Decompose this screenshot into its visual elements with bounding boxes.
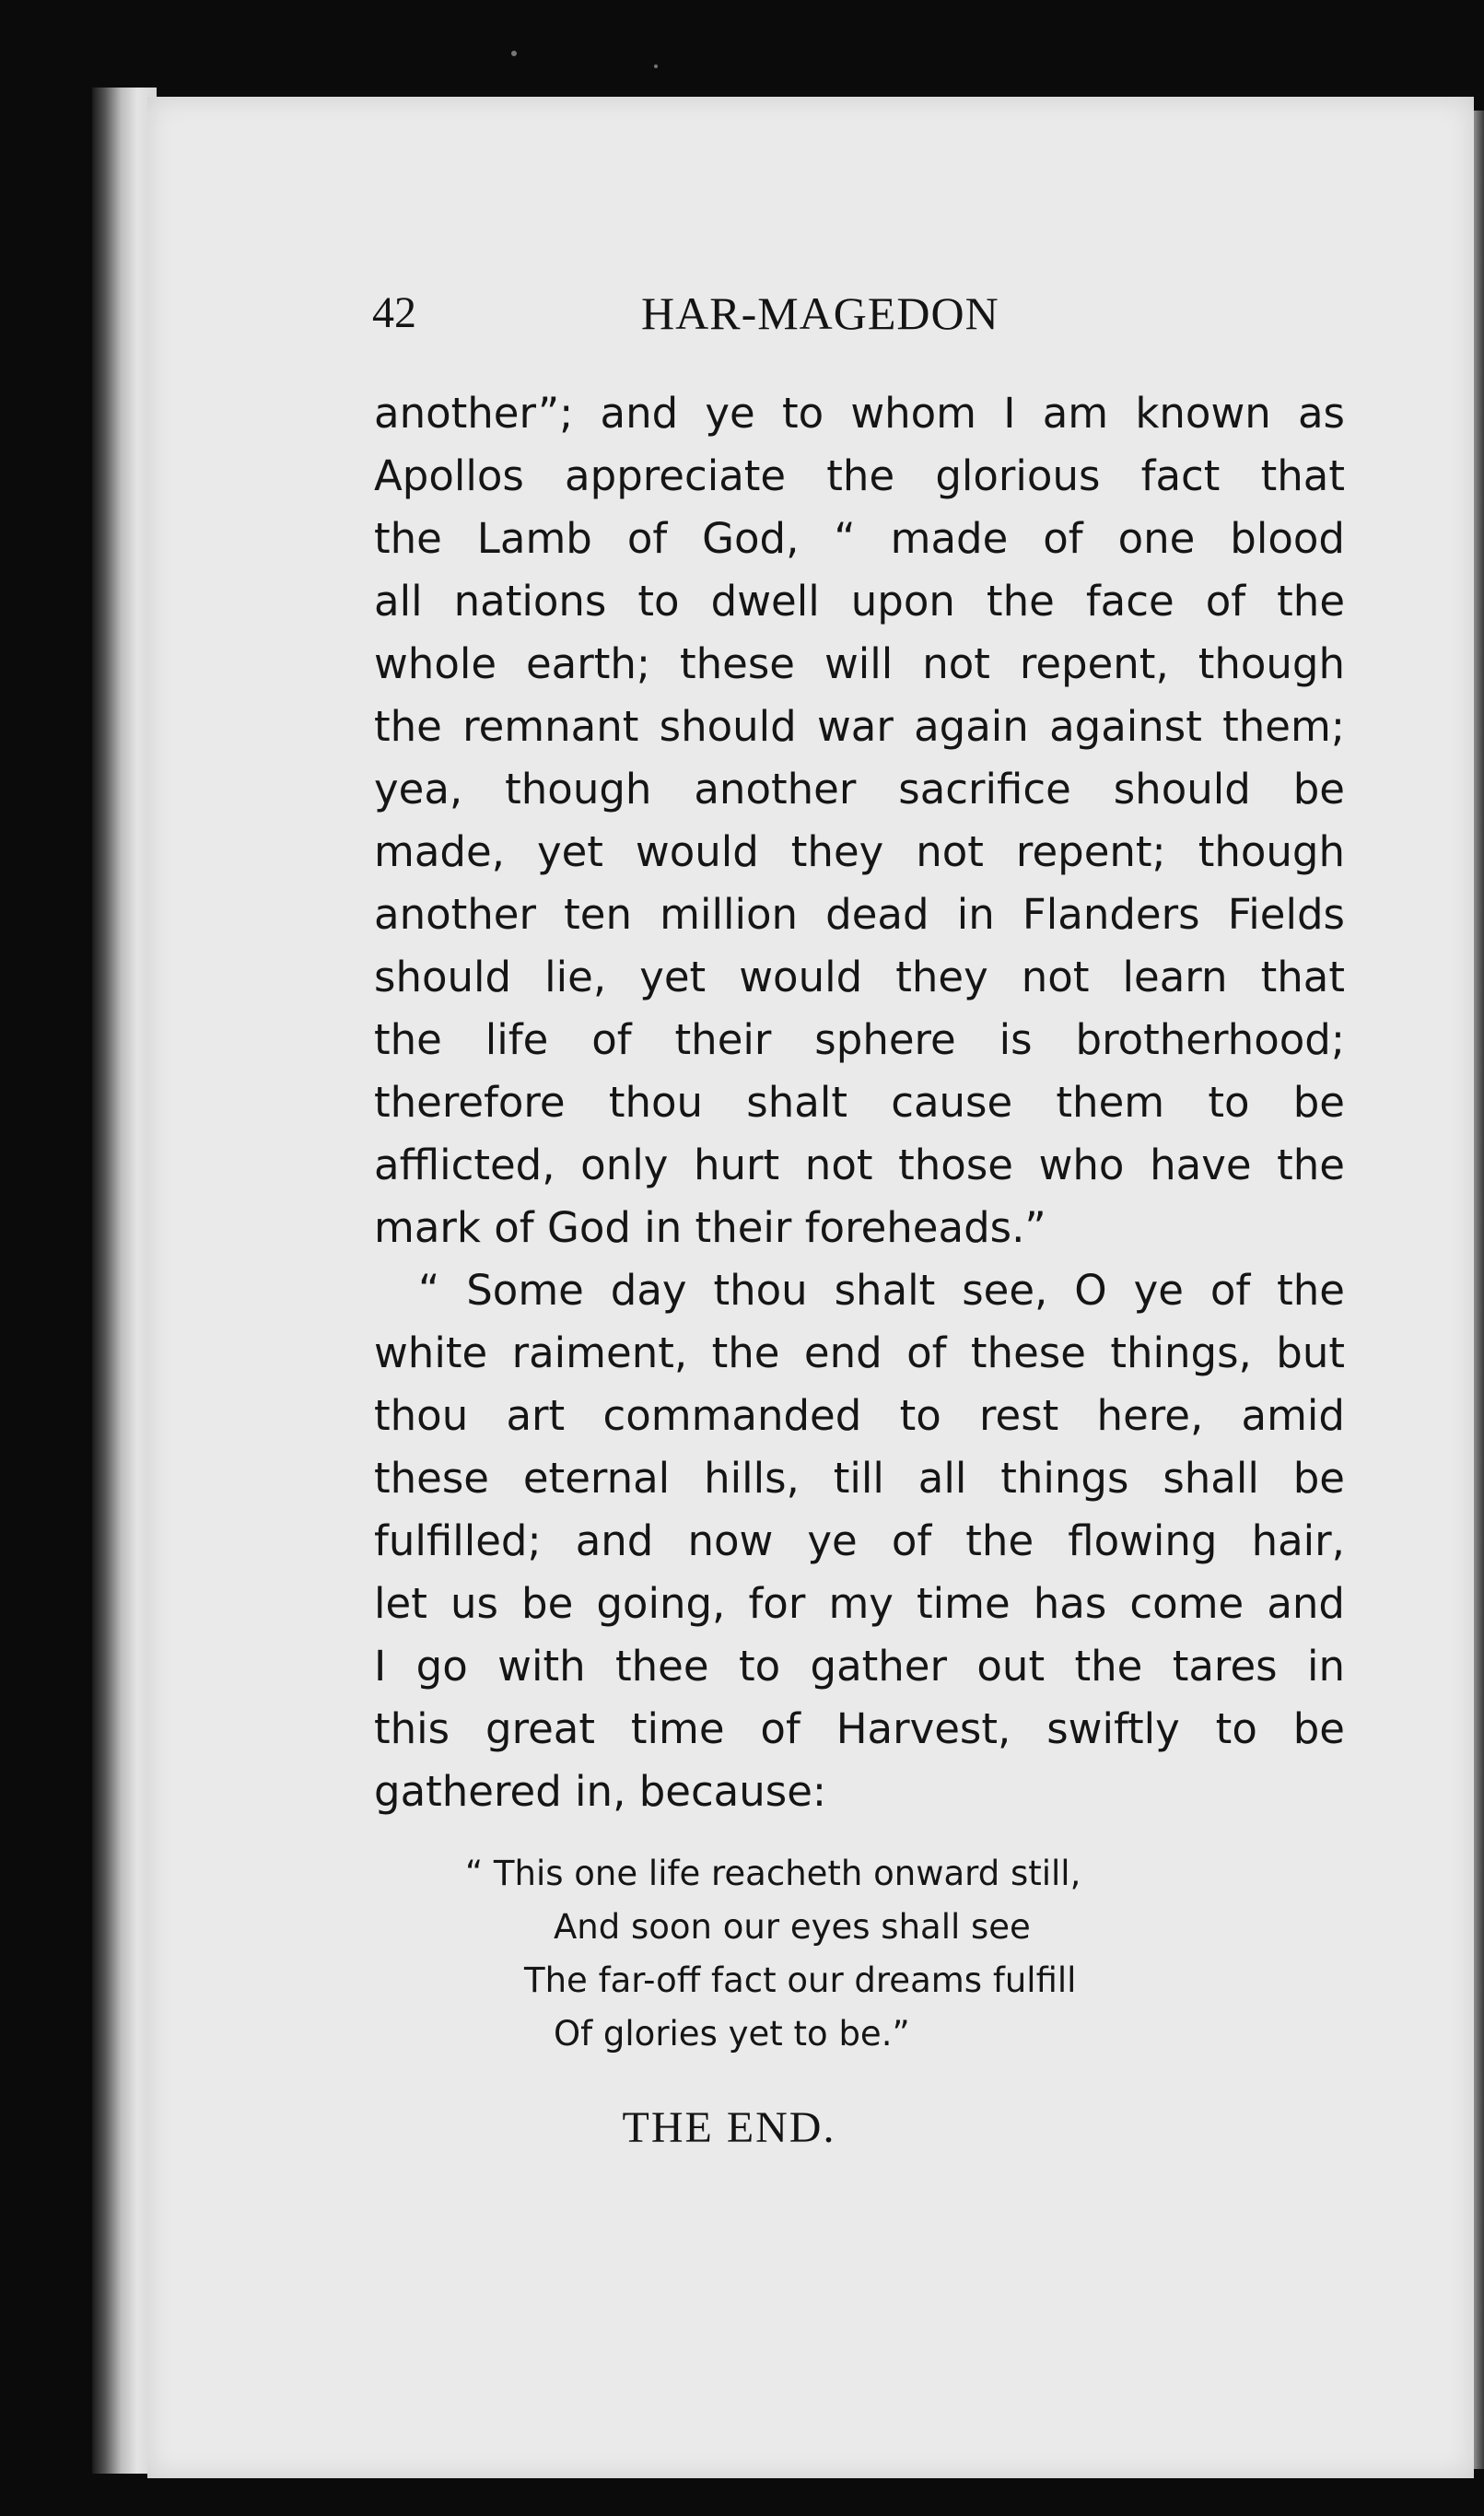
- page-number: 42: [372, 288, 416, 337]
- text-line: gathered in, because:: [374, 1767, 827, 1816]
- text-line: white raiment, the end of these things, but: [374, 1328, 1345, 1377]
- verse-line: The far-off fact our dreams fulfill: [524, 1960, 1077, 2000]
- text-line: yea, though another sacrifice should be: [374, 765, 1345, 813]
- text-line: the Lamb of God, “ made of one blood: [374, 514, 1345, 563]
- body-text: [374, 382, 1345, 1823]
- text-line: mark of God in their foreheads.”: [374, 1203, 1046, 1252]
- text-line: all nations to dwell upon the face of the: [374, 577, 1345, 626]
- text-line: the life of their sphere is brotherhood;: [374, 1015, 1345, 1064]
- text-line: fulfilled; and now ye of the flowing hair,: [374, 1516, 1345, 1565]
- closing-line: [0, 2102, 1484, 2153]
- text-line: afflicted, only hurt not those who have the: [374, 1141, 1345, 1189]
- running-head: HAR-MAGEDON: [641, 287, 999, 339]
- verse-quotation: [465, 1847, 1081, 2061]
- text-line: another”; and ye to whom I am known as: [374, 389, 1345, 438]
- the-end-text: THE END.: [622, 2103, 836, 2152]
- text-line: Apollos appreciate the glorious fact that: [374, 451, 1345, 500]
- text-line: made, yet would they not repent; though: [374, 827, 1345, 876]
- verse-line: “ This one life reacheth onward still,: [465, 1854, 1081, 1893]
- text-line: whole earth; these will not repent, though: [374, 639, 1345, 688]
- page-header: [372, 281, 1081, 345]
- text-line: therefore thou shalt cause them to be: [374, 1078, 1345, 1127]
- scan-speck: [654, 64, 658, 68]
- text-line: should lie, yet would they not learn that: [374, 953, 1345, 1001]
- text-line: this great time of Harvest, swiftly to be: [374, 1704, 1345, 1753]
- verse-line: Of glories yet to be.”: [554, 2014, 910, 2054]
- scan-speck: [511, 51, 517, 56]
- text-line: another ten million dead in Flanders Fields: [374, 890, 1345, 939]
- text-line: I go with thee to gather out the tares in: [374, 1642, 1345, 1691]
- verse-line: And soon our eyes shall see: [554, 1907, 1031, 1947]
- text-line: the remnant should war again against them;: [374, 702, 1345, 751]
- text-line: these eternal hills, till all things shall be: [374, 1454, 1345, 1503]
- text-line: thou art commanded to rest here, amid: [374, 1391, 1345, 1440]
- text-line: let us be going, for my time has come and: [374, 1579, 1345, 1628]
- text-line: “ Some day thou shalt see, O ye of the: [418, 1266, 1345, 1315]
